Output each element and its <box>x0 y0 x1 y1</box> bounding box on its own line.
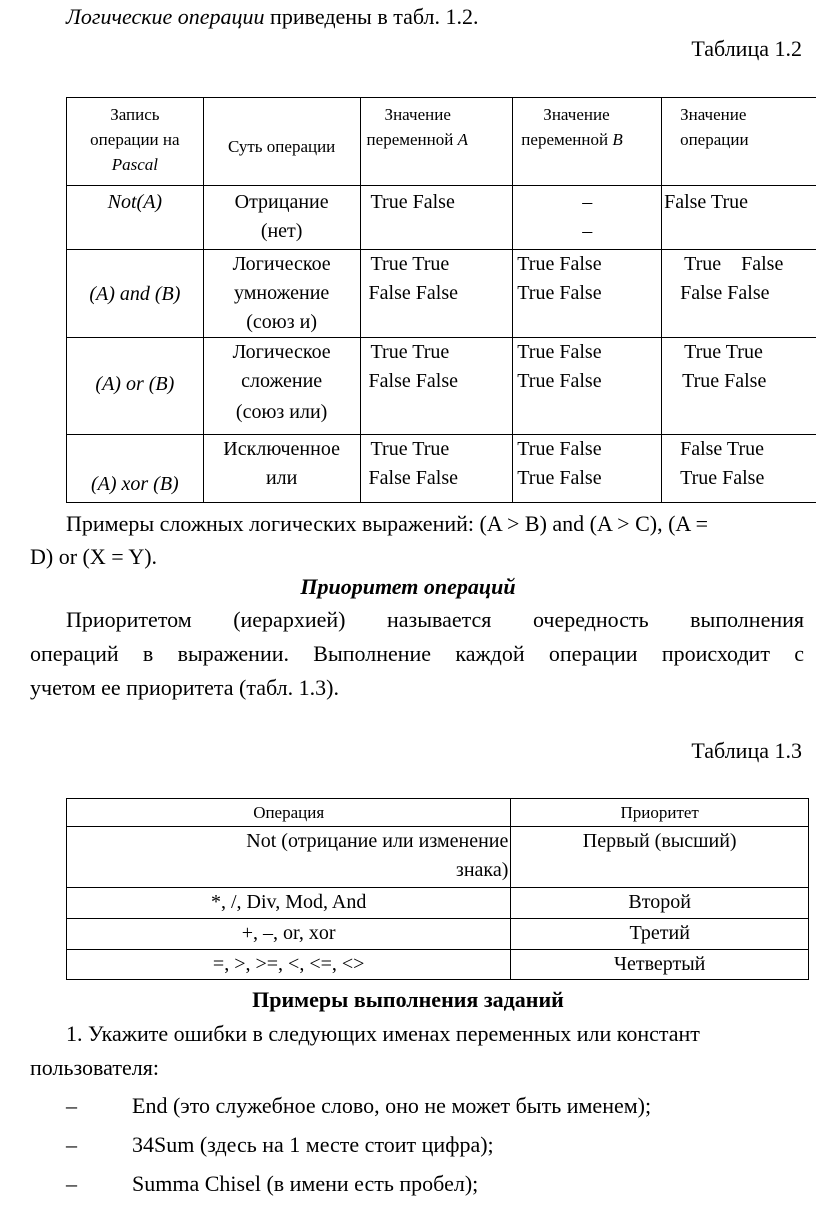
var-b-cell <box>513 435 662 503</box>
header-essence-text: Суть операции <box>227 137 336 156</box>
table-row <box>67 435 816 503</box>
intro-italic: Логические операции <box>66 4 265 29</box>
bullet-marker: – <box>66 1171 77 1196</box>
op-text: (A) xor (B) <box>90 473 179 495</box>
essence-cell <box>203 186 360 250</box>
var-a-line1: True True <box>370 253 450 275</box>
header-record-line1: Запись <box>110 105 160 124</box>
list-item <box>66 1128 806 1162</box>
var-a-line2: False False <box>368 467 458 489</box>
header-result-line2: операции <box>680 130 749 149</box>
op-cell <box>67 186 204 250</box>
result-line1: True False <box>684 253 784 275</box>
header-var-a-letter: A <box>457 130 468 149</box>
op-text: (A) and (B) <box>89 283 181 305</box>
list-item-text: 34Sum (здесь на 1 месте стоит цифра); <box>132 1132 494 1157</box>
header-record-line2: операции на <box>90 130 180 149</box>
essence-line1: Исключенное <box>223 438 340 460</box>
bullet-marker: – <box>66 1132 77 1157</box>
essence-line2: умножение <box>233 282 330 304</box>
result-line1: False True <box>680 438 764 460</box>
list-item-text: End (это служебное слово, оно не может быть именем); <box>132 1093 652 1118</box>
table12-caption: Таблица 1.2 <box>691 36 802 61</box>
priority-cell: Второй <box>511 888 809 919</box>
header-var-b-letter: B <box>612 130 623 149</box>
header-var-a-line1: Значение <box>384 105 451 124</box>
list-item <box>66 1089 806 1123</box>
var-b-line2: True False <box>517 370 602 392</box>
priority-para-line2: операций в выражении. Выполнение каждой операции происходит с <box>30 641 804 666</box>
header-var-a-line2: переменной <box>366 130 458 149</box>
table-row <box>67 250 816 338</box>
var-b-line2: True False <box>517 467 602 489</box>
result-line1: False True <box>664 191 748 213</box>
result-cell <box>662 338 816 435</box>
priority-para-line3: учетом ее приоритета (табл. 1.3). <box>30 675 339 700</box>
examples-heading: Примеры выполнения заданий <box>252 987 564 1012</box>
var-b-line1: – <box>582 191 593 213</box>
var-b-cell <box>513 186 662 250</box>
header-essence <box>203 98 360 186</box>
header-var-b-line2: переменной <box>521 130 613 149</box>
essence-line2: или <box>265 467 298 489</box>
var-a-cell <box>360 435 513 503</box>
essence-line3: (союз и) <box>246 311 317 333</box>
header-result <box>662 98 816 186</box>
var-a-line1: True True <box>370 341 450 363</box>
var-b-line1: True False <box>517 438 602 460</box>
result-line2: True False <box>682 370 767 392</box>
essence-line1: Логическое <box>232 253 331 275</box>
priority-cell: Четвертый <box>511 950 809 980</box>
header-operation: Операция <box>67 799 511 827</box>
table-row <box>67 186 816 250</box>
operation-cell: *, /, Div, Mod, And <box>67 888 511 919</box>
var-b-cell <box>513 338 662 435</box>
var-b-line2: True False <box>517 282 602 304</box>
table13-caption: Таблица 1.3 <box>691 738 802 763</box>
table-header-row <box>67 98 816 186</box>
table-1-2 <box>66 97 816 503</box>
op-cell <box>67 338 204 435</box>
header-record <box>67 98 204 186</box>
priority-cell: Третий <box>511 919 809 950</box>
intro-line <box>66 0 479 34</box>
var-a-line1: True True <box>370 438 450 460</box>
op-text: (A) or (B) <box>95 373 175 395</box>
table-1-3 <box>66 798 809 980</box>
table-header-row <box>67 799 809 827</box>
essence-cell <box>203 435 360 503</box>
priority-para-line1: Приоритетом (иерархией) называется очередность выполнения <box>66 607 804 632</box>
op-text: Not(A) <box>107 191 163 213</box>
var-b-cell <box>513 250 662 338</box>
table-row <box>67 827 809 888</box>
bullet-marker: – <box>66 1093 77 1118</box>
header-record-line3: Pascal <box>111 155 158 174</box>
table-row <box>67 919 809 950</box>
operation-line2: знака) <box>455 859 509 881</box>
var-a-line2: False False <box>368 282 458 304</box>
table-row <box>67 338 816 435</box>
table-row <box>67 888 809 919</box>
essence-line1: Отрицание <box>234 191 329 213</box>
operation-cell: =, >, >=, <, <=, <> <box>67 950 511 980</box>
priority-heading: Приоритет операций <box>300 574 516 599</box>
var-b-line1: True False <box>517 341 602 363</box>
essence-line2: сложение <box>241 370 323 392</box>
var-b-line1: True False <box>517 253 602 275</box>
header-var-a <box>360 98 513 186</box>
var-a-line2: False False <box>368 370 458 392</box>
examples-line2: D) or (X = Y). <box>30 544 158 569</box>
task1-line1: 1. Укажите ошибки в следующих именах переменных или констант <box>66 1021 700 1046</box>
essence-cell <box>203 250 360 338</box>
result-line1: True True <box>684 341 763 363</box>
essence-line3: (союз или) <box>235 401 328 423</box>
result-cell <box>662 435 816 503</box>
task1-line2: пользователя: <box>30 1055 159 1080</box>
var-a-cell <box>360 338 513 435</box>
table-row <box>67 950 809 980</box>
operation-line1: Not (отрицание или изменение <box>246 830 509 852</box>
header-result-line1: Значение <box>680 105 747 124</box>
header-priority: Приоритет <box>511 799 809 827</box>
list-item <box>66 1167 806 1201</box>
var-a-cell <box>360 250 513 338</box>
header-var-b <box>513 98 662 186</box>
result-cell <box>662 250 816 338</box>
result-cell <box>662 186 816 250</box>
operation-cell <box>67 827 511 888</box>
essence-cell <box>203 338 360 435</box>
var-b-line2: – <box>582 220 593 242</box>
operation-cell: +, –, or, xor <box>67 919 511 950</box>
examples-line1: Примеры сложных логических выражений: (A > B) and (A > C), (A = <box>66 511 708 536</box>
essence-line2: (нет) <box>260 220 303 242</box>
op-cell <box>67 250 204 338</box>
var-a-line1: True False <box>370 191 455 213</box>
var-a-cell <box>360 186 513 250</box>
list-item-text: Summa Chisel (в имени есть пробел); <box>132 1171 479 1196</box>
result-line2: False False <box>680 282 770 304</box>
header-var-b-line1: Значение <box>543 105 610 124</box>
op-cell <box>67 435 204 503</box>
essence-line1: Логическое <box>232 341 331 363</box>
result-line2: True False <box>680 467 765 489</box>
priority-cell: Первый (высший) <box>511 827 809 888</box>
intro-rest: приведены в табл. 1.2. <box>264 4 479 29</box>
